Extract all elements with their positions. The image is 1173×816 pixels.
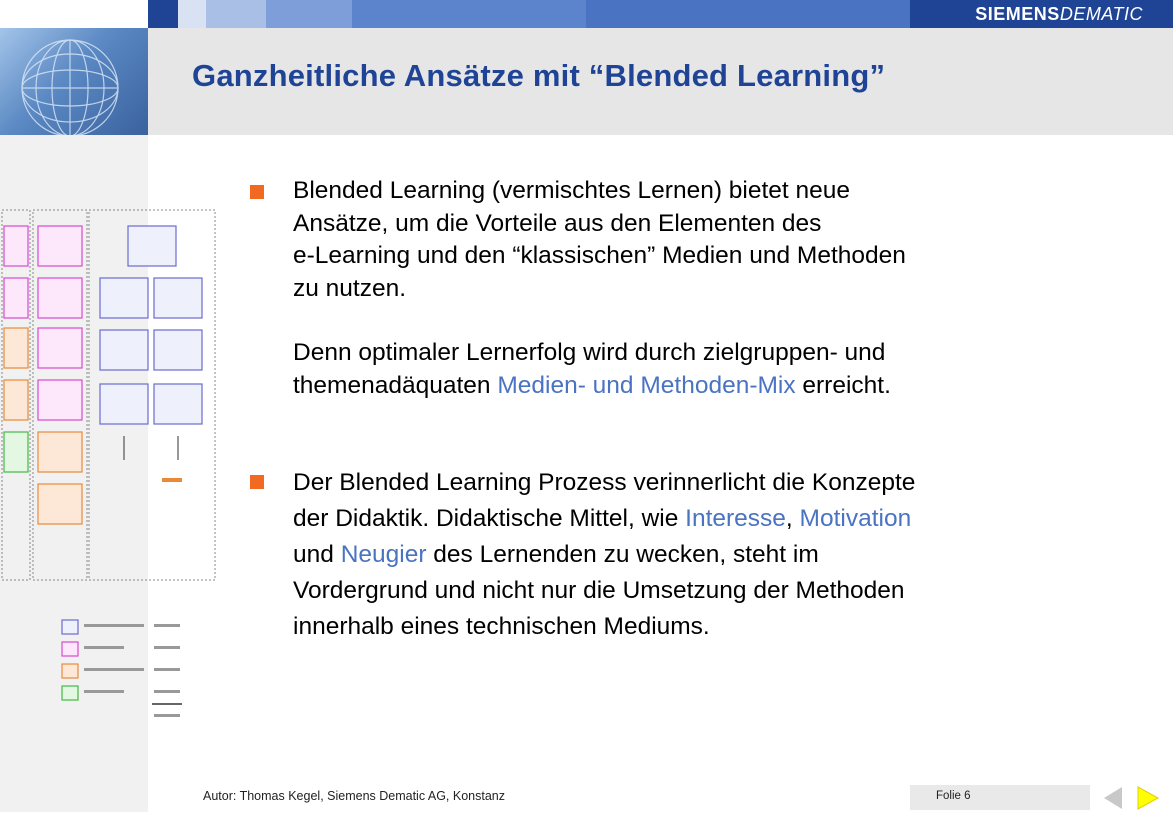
bullet-line: Der Blended Learning Prozess verinnerlicht die Konzepte (293, 469, 916, 496)
highlight-text: Interesse (685, 505, 786, 532)
bullet-line: Blended Learning (vermischtes Lernen) bietet neue (293, 177, 851, 204)
text-run: des Lernenden zu wecken, steht im (426, 541, 819, 568)
strip-segment (206, 0, 266, 28)
text-run: und (293, 541, 341, 568)
bullet-line (293, 537, 1070, 573)
bullet-item (250, 465, 1070, 645)
bullet-line (293, 370, 1070, 403)
orange-square-bullet-icon (250, 185, 264, 199)
bullet-line: Ansätze, um die Vorteile aus den Elementen des (293, 209, 822, 237)
strip-segment (266, 0, 352, 28)
text-run: themenadäquaten (293, 371, 498, 399)
strip-segment (586, 0, 910, 28)
strip-segment (148, 0, 178, 28)
top-color-strip (0, 0, 1173, 28)
bullet-line: Denn optimaler Lernerfolg wird durch zielgruppen- und (293, 339, 886, 366)
bullet-line: zu nutzen. (293, 274, 407, 302)
highlight-text: Neugier (340, 541, 427, 568)
triangle-right-icon[interactable] (1136, 785, 1160, 816)
slide-number: Folie 6 (936, 790, 971, 802)
slide-content (250, 175, 1070, 645)
text-run: der Didaktik. Didaktische Mittel, wie (293, 505, 686, 532)
text-run: erreicht. (795, 371, 891, 399)
text-run: , (785, 505, 800, 532)
triangle-left-icon[interactable] (1102, 785, 1124, 816)
strip-segment (352, 0, 586, 28)
bullet-line: Vordergrund und nicht nur die Umsetzung der Methoden (293, 577, 905, 604)
orange-square-bullet-icon (250, 475, 264, 489)
siemens-dematic-logo: SIEMENSDEMATIC (975, 4, 1143, 24)
bullet-line (293, 501, 1070, 537)
highlight-text: Motivation (799, 505, 912, 532)
footer-author: Autor: Thomas Kegel, Siemens Dematic AG, Konstanz (203, 789, 505, 803)
highlight-text: Medien- und Methoden-Mix (497, 371, 796, 399)
bullet-item (250, 175, 1070, 402)
strip-segment (178, 0, 206, 28)
bullet-line: innerhalb eines technischen Mediums. (293, 613, 710, 640)
bullet-line: e-Learning und den “klassischen” Medien und Methoden (293, 242, 906, 269)
slide-title: Ganzheitliche Ansätze mit “Blended Learning” (192, 58, 886, 93)
globe-image (0, 28, 148, 135)
process-diagram (0, 208, 220, 728)
